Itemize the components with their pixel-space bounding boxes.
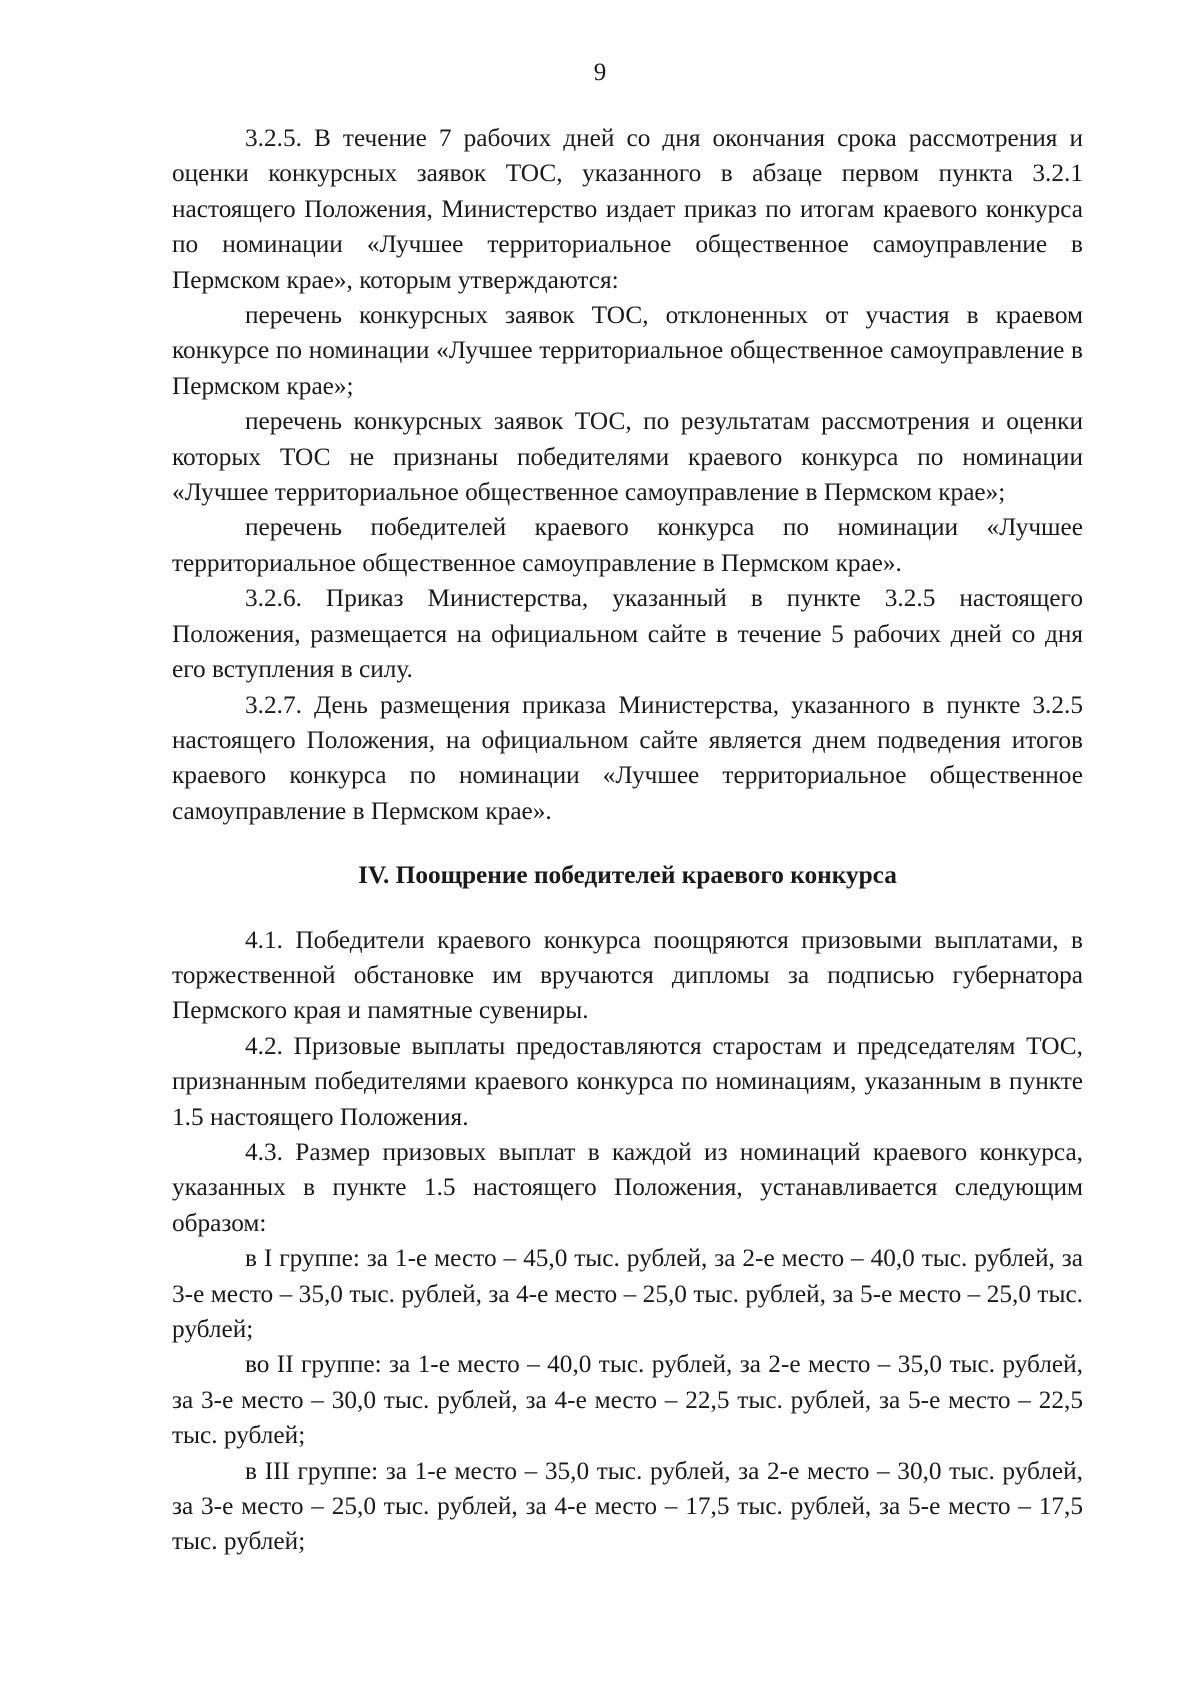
paragraph-3-2-7: 3.2.7. День размещения приказа Министерства, указанного в пункте 3.2.5 настоящего Положения, на официальном сайте является днем подведения итогов краевого конкурса по номинации «Лучшее территориальное общественное самоуправление в Пермском крае». (172, 690, 1083, 825)
paragraph-list-rejected: перечень конкурсных заявок ТОС, отклоненных от участия в краевом конкурсе по номинации «Лучшее территориальное общественное самоуправление в Пермском крае»; (172, 301, 1083, 400)
paragraph-3-2-6: 3.2.6. Приказ Министерства, указанный в пункте 3.2.5 настоящего Положения, размещается на официальном сайте в течение 5 рабочих дней со дня его вступления в силу. (172, 584, 1083, 684)
paragraph-4-1: 4.1. Победители краевого конкурса поощряются призовыми выплатами, в торжественной обстановке им вручаются дипломы за подписью губернатора Пермского края и памятные сувениры. (172, 925, 1083, 1025)
paragraph-3-2-5: 3.2.5. В течение 7 рабочих дней со дня окончания срока рассмотрения и оценки конкурсных заявок ТОС, указанного в абзаце первом пункта 3.2.1 настоящего Положения, Министерство издает приказ по итогам краевого конкурса по номинации «Лучшее территориальное общественное самоуправление в Пермском крае», которым утверждаются: (172, 124, 1083, 294)
paragraph-group-2: во II группе: за 1-е место – 40,0 тыс. рублей, за 2-е место – 35,0 тыс. рублей, за 3-е место – 30,0 тыс. рублей, за 4-е место – 22,5 тыс. рублей, за 5-е место – 22,5 тыс. рублей; (172, 1350, 1083, 1450)
paragraph-4-2: 4.2. Призовые выплаты предоставляются старостам и председателям ТОС, признанным победителями краевого конкурса по номинациям, указанным в пункте 1.5 настоящего Положения. (172, 1031, 1083, 1131)
paragraph-4-3: 4.3. Размер призовых выплат в каждой из номинаций краевого конкурса, указанных в пункте 1.5 настоящего Положения, устанавливается следующим образом: (172, 1137, 1083, 1237)
paragraph-group-1: в I группе: за 1-е место – 45,0 тыс. рублей, за 2-е место – 40,0 тыс. рублей, за 3-е место – 35,0 тыс. рублей, за 4-е место – 25,0 тыс. рублей, за 5-е место – 25,0 тыс. рублей; (172, 1244, 1083, 1343)
section-heading: IV. Поощрение победителей краевого конкурса (358, 861, 897, 890)
paragraph-list-not-winners: перечень конкурсных заявок ТОС, по результатам рассмотрения и оценки которых ТОС не признаны победителями краевого конкурса по номинации «Лучшее территориальное общественное самоуправление в Пермском крае»; (172, 407, 1083, 507)
document-body (172, 121, 1083, 1560)
paragraph-list-winners: перечень победителей краевого конкурса по номинации «Лучшее территориальное общественное самоуправление в Пермском крае». (172, 513, 1083, 577)
page-number: 9 (593, 59, 607, 86)
paragraph-group-3: в III группе: за 1-е место – 35,0 тыс. рублей, за 2-е место – 30,0 тыс. рублей, за 3-е место – 25,0 тыс. рублей, за 4-е место – 17,5 тыс. рублей, за 5-е место – 17,5 тыс. рублей; (172, 1456, 1083, 1556)
